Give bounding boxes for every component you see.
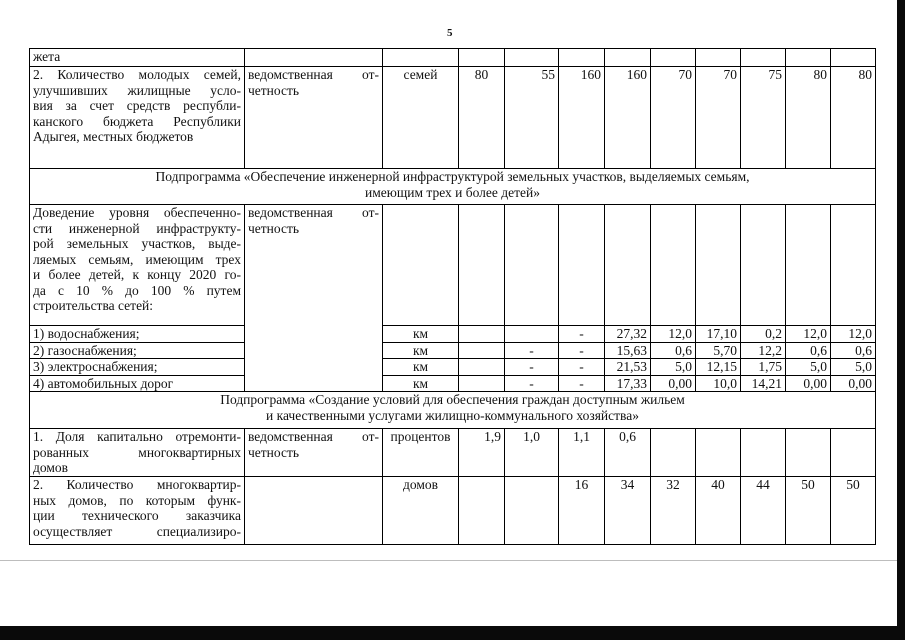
- cell-desc: 4) автомобильных дорог: [30, 375, 245, 392]
- cell-value: 80: [831, 67, 876, 169]
- scan-border-bottom: [0, 626, 905, 640]
- cell-value: [459, 375, 505, 392]
- cell-source: ведомственная от- четность: [245, 205, 383, 392]
- cell-value: 0,6: [786, 342, 831, 359]
- cell-desc: 3) электроснабжения;: [30, 359, 245, 376]
- subprogram-header-infrastructure: [30, 169, 876, 205]
- cell-value: 1,0: [505, 429, 559, 477]
- cell-value: 12,0: [831, 326, 876, 343]
- cell-value: -: [505, 359, 559, 376]
- cell-value: 55: [505, 67, 559, 169]
- cell-value: [786, 429, 831, 477]
- page-number: 5: [447, 27, 453, 39]
- cell-value: [459, 342, 505, 359]
- cell-value: [459, 326, 505, 343]
- table-row-gas: [30, 342, 876, 359]
- scan-border-right: [897, 0, 905, 640]
- cell-value: 5,0: [651, 359, 696, 376]
- cell-value: [741, 429, 786, 477]
- table-row-continuation: [30, 49, 876, 67]
- cell-unit: км: [383, 359, 459, 376]
- cell-unit: км: [383, 326, 459, 343]
- cell-value: [696, 429, 741, 477]
- subprogram-title: Подпрограмма «Создание условий для обеспечения граждан доступным жильем и качественными услугами жилищно-коммунального хозяйства»: [30, 392, 876, 429]
- cell-value: -: [559, 375, 605, 392]
- cell-value: [459, 477, 505, 545]
- cell-value: [505, 477, 559, 545]
- cell-value: 5,70: [696, 342, 741, 359]
- cell-value: [831, 429, 876, 477]
- cell-value: 160: [605, 67, 651, 169]
- cell-value: 50: [831, 477, 876, 545]
- cell-desc: 1) водоснабжения;: [30, 326, 245, 343]
- cell-value: 12,0: [786, 326, 831, 343]
- cell-desc: 1. Доля капитально отремонти- рованных многоквартирных домов: [30, 429, 245, 477]
- cell-desc: 2. Количество молодых семей, улучшивших жилищные усло- вия за счет средств республи- канского бюджета Республики Адыгея, местных бюджетов: [30, 67, 245, 169]
- cell-value: 12,0: [651, 326, 696, 343]
- cell-value: -: [559, 342, 605, 359]
- cell-value: 0,6: [831, 342, 876, 359]
- cell-unit: домов: [383, 477, 459, 545]
- cell-value: 44: [741, 477, 786, 545]
- cell-value: 0,00: [831, 375, 876, 392]
- cell-value: -: [505, 342, 559, 359]
- cell-value: 0,6: [605, 429, 651, 477]
- cell-value: 160: [559, 67, 605, 169]
- cell-value: 1,75: [741, 359, 786, 376]
- cell-value: 75: [741, 67, 786, 169]
- subprogram-title: Подпрограмма «Обеспечение инженерной инфраструктурой земельных участков, выделяемых семьям, имеющим трех и более детей»: [30, 169, 876, 205]
- cell-unit: км: [383, 375, 459, 392]
- cell-value: 21,53: [605, 359, 651, 376]
- cell-desc: Доведение уровня обеспеченно- сти инженерной инфраструкту- рой земельных участков, выде- ляемых семьям, имеющим трех и более детей, к концу 2020 го- да с 10 % до 100 % путем строительства сетей:: [30, 205, 245, 326]
- cell-value: 70: [651, 67, 696, 169]
- table-row-electricity: [30, 359, 876, 376]
- cell-value: [505, 326, 559, 343]
- cell-value: 40: [696, 477, 741, 545]
- cell-value: 12,2: [741, 342, 786, 359]
- cell-value: -: [559, 326, 605, 343]
- cell-value: 70: [696, 67, 741, 169]
- table-row-infrastructure-intro: [30, 205, 876, 326]
- cell-value: -: [505, 375, 559, 392]
- table-row-water: [30, 326, 876, 343]
- cell-unit: процентов: [383, 429, 459, 477]
- cell-value: 0,6: [651, 342, 696, 359]
- cell-unit: [383, 205, 459, 326]
- cell-value: 34: [605, 477, 651, 545]
- cell-source: ведомственная от- четность: [245, 429, 383, 477]
- table-row-roads: [30, 375, 876, 392]
- cell-value: 80: [786, 67, 831, 169]
- cell-value: 5,0: [786, 359, 831, 376]
- cell-source: ведомственная от- четность: [245, 67, 383, 169]
- cell-value: 12,15: [696, 359, 741, 376]
- cell-value: 10,0: [696, 375, 741, 392]
- subprogram-header-housing: [30, 392, 876, 429]
- scan-fold-line: [0, 560, 897, 561]
- cell-value: 1,1: [559, 429, 605, 477]
- table-row-repaired-share: [30, 429, 876, 477]
- cell-desc: 2. Количество многоквартир- ных домов, по которым функ- ции технического заказчика осуществляет специализиро-: [30, 477, 245, 545]
- cell-value: 16: [559, 477, 605, 545]
- indicators-table: [29, 48, 876, 545]
- cell-value: 0,00: [651, 375, 696, 392]
- cell-value: 17,10: [696, 326, 741, 343]
- cell-value: 80: [459, 67, 505, 169]
- table-row-apartment-buildings: [30, 477, 876, 545]
- cell-source: [245, 49, 383, 67]
- cell-value: [651, 429, 696, 477]
- cell-unit: семей: [383, 67, 459, 169]
- cell-value: 32: [651, 477, 696, 545]
- cell-desc: 2) газоснабжения;: [30, 342, 245, 359]
- cell-value: [459, 359, 505, 376]
- cell-value: 1,9: [459, 429, 505, 477]
- table-row-young-families: [30, 67, 876, 169]
- cell-unit: [383, 49, 459, 67]
- cell-value: 0,00: [786, 375, 831, 392]
- cell-value: 14,21: [741, 375, 786, 392]
- cell-value: 50: [786, 477, 831, 545]
- cell-value: 15,63: [605, 342, 651, 359]
- cell-value: 5,0: [831, 359, 876, 376]
- cell-value: -: [559, 359, 605, 376]
- cell-value: 27,32: [605, 326, 651, 343]
- cell-value: 0,2: [741, 326, 786, 343]
- cell-unit: км: [383, 342, 459, 359]
- cell-value: 17,33: [605, 375, 651, 392]
- cell-source: [245, 477, 383, 545]
- cell-desc: жета: [30, 49, 245, 67]
